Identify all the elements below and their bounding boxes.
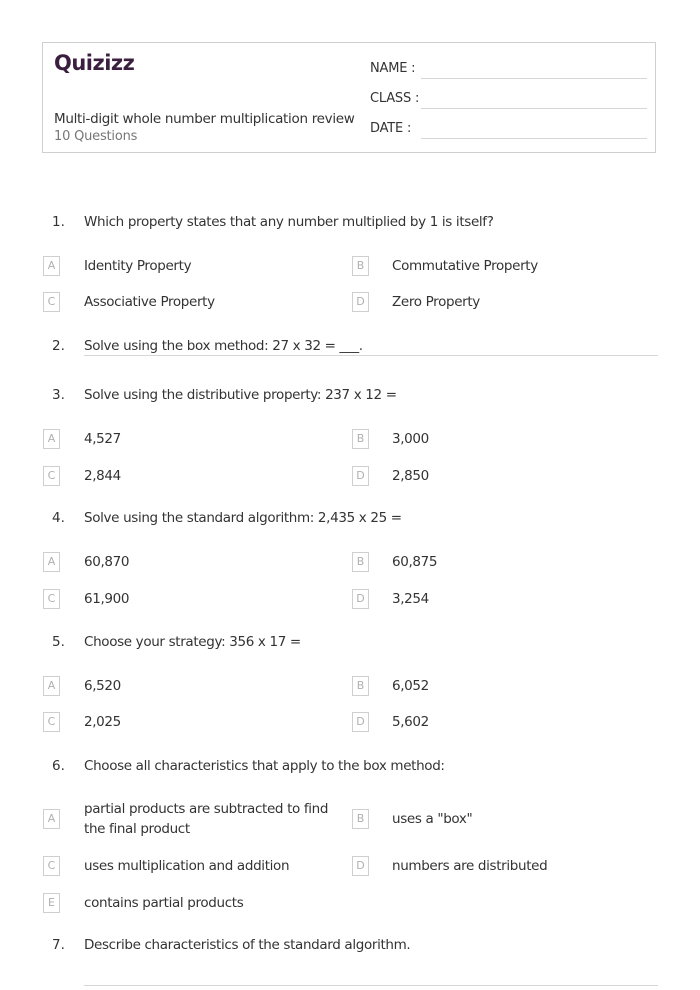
question-number: 5. <box>52 634 65 650</box>
question-count: 10 Questions <box>54 129 138 144</box>
name-field[interactable] <box>421 78 647 79</box>
option-letter-box[interactable]: C <box>43 292 60 312</box>
option-letter-box[interactable]: A <box>43 809 60 829</box>
option-text-line-1: partial products are subtracted to find <box>84 801 329 817</box>
option-text: Identity Property <box>84 258 192 274</box>
option-letter-box[interactable]: B <box>352 809 369 829</box>
question-text: Solve using the standard algorithm: 2,435 x 25 = <box>84 510 402 526</box>
option-text: Commutative Property <box>392 258 538 274</box>
option-letter-box[interactable]: A <box>43 676 60 696</box>
option-letter-box[interactable]: D <box>352 466 369 486</box>
option-letter-box[interactable]: D <box>352 292 369 312</box>
question-text: Solve using the distributive property: 237 x 12 = <box>84 387 397 403</box>
option-text: numbers are distributed <box>392 858 548 874</box>
option-text: 60,875 <box>392 554 438 570</box>
option-text: 61,900 <box>84 591 130 607</box>
option-letter-box[interactable]: A <box>43 552 60 572</box>
option-letter-box[interactable]: C <box>43 856 60 876</box>
date-field[interactable] <box>421 138 647 139</box>
option-text: 6,520 <box>84 678 121 694</box>
question-number: 1. <box>52 214 65 230</box>
option-text: 2,850 <box>392 468 429 484</box>
question-number: 7. <box>52 937 65 953</box>
question-number: 6. <box>52 758 65 774</box>
option-text: 2,025 <box>84 714 121 730</box>
option-letter-box[interactable]: A <box>43 256 60 276</box>
option-text: Zero Property <box>392 294 480 310</box>
option-letter-box[interactable]: B <box>352 256 369 276</box>
option-letter-box[interactable]: B <box>352 429 369 449</box>
option-letter-box[interactable]: D <box>352 712 369 732</box>
answer-line[interactable] <box>84 985 658 986</box>
question-text: Choose your strategy: 356 x 17 = <box>84 634 301 650</box>
option-text: 3,000 <box>392 431 429 447</box>
question-number: 3. <box>52 387 65 403</box>
worksheet-title: Multi-digit whole number multiplication review <box>54 111 355 127</box>
question-number: 4. <box>52 510 65 526</box>
option-text: 4,527 <box>84 431 121 447</box>
class-field[interactable] <box>421 108 647 109</box>
option-letter-box[interactable]: C <box>43 466 60 486</box>
option-text: 60,870 <box>84 554 130 570</box>
option-text: uses a "box" <box>392 811 473 827</box>
option-text: 6,052 <box>392 678 429 694</box>
option-text: 2,844 <box>84 468 121 484</box>
option-letter-box[interactable]: C <box>43 589 60 609</box>
option-letter-box[interactable]: C <box>43 712 60 732</box>
option-letter-box[interactable]: B <box>352 552 369 572</box>
option-text: uses multiplication and addition <box>84 858 290 874</box>
option-letter-box[interactable]: E <box>43 893 60 913</box>
option-text: Associative Property <box>84 294 215 310</box>
quizizz-logo: Quizizz <box>54 51 135 75</box>
question-text: Which property states that any number multiplied by 1 is itself? <box>84 214 494 230</box>
option-letter-box[interactable]: D <box>352 856 369 876</box>
option-letter-box[interactable]: A <box>43 429 60 449</box>
answer-line[interactable] <box>84 355 658 356</box>
option-text: contains partial products <box>84 895 244 911</box>
option-letter-box[interactable]: B <box>352 676 369 696</box>
question-text: Describe characteristics of the standard algorithm. <box>84 937 411 953</box>
option-text: 5,602 <box>392 714 429 730</box>
question-text: Choose all characteristics that apply to the box method: <box>84 758 445 774</box>
class-label: CLASS : <box>370 91 420 106</box>
question-number: 2. <box>52 338 65 354</box>
option-text: 3,254 <box>392 591 429 607</box>
question-text: Solve using the box method: 27 x 32 = ___. <box>84 338 363 354</box>
name-label: NAME : <box>370 61 416 76</box>
worksheet-header <box>42 42 656 153</box>
option-letter-box[interactable]: D <box>352 589 369 609</box>
option-text-line-2: the final product <box>84 821 190 837</box>
date-label: DATE : <box>370 121 412 136</box>
